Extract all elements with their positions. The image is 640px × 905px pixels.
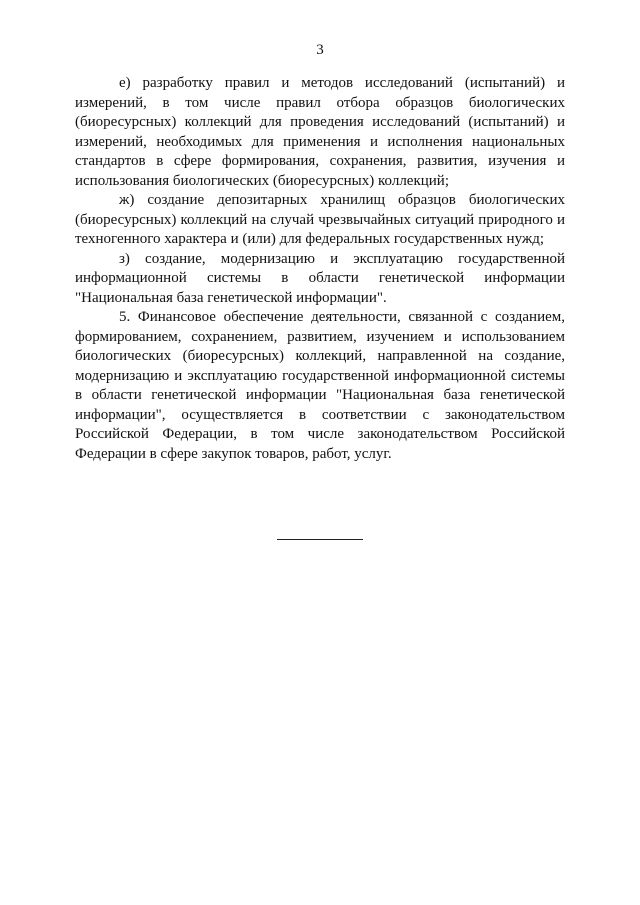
paragraph-item-zh: ж) создание депозитарных хранилищ образцов биологических (биоресурсных) коллекций на случай чрезвычайных ситуаций природного и техногенного характера и (или) для федеральных государственных нужд;	[75, 192, 565, 247]
end-divider-line	[277, 539, 363, 540]
paragraph-item-z: з) создание, модернизацию и эксплуатацию государственной информационной системы в области генетической информации "Национальная база генетической информации".	[75, 250, 565, 306]
page-number: 3	[316, 42, 324, 58]
document-body	[75, 74, 565, 464]
paragraph-item-e: е) разработку правил и методов исследований (испытаний) и измерений, в том числе правил отбора образцов биологических (биоресурсных) коллекций для проведения исследований (испытаний) и измерений, необходимых для применения и исполнения национальных стандартов в сфере формирования, сохранения, развития, изучения и использования биологических (биоресурсных) коллекций;	[75, 75, 565, 189]
paragraph-section-5: 5. Финансовое обеспечение деятельности, связанной с созданием, формированием, сохранением, развитием, изучением и использованием биологических (биоресурсных) коллекций, направленной на создание, модернизацию и эксплуатацию государственной информационной системы в области генетической информации "Национальная база генетической информации", осуществляется в соответствии с законодательством Российской Федерации, в том числе законодательством Российской Федерации в сфере закупок товаров, работ, услуг.	[75, 309, 565, 462]
